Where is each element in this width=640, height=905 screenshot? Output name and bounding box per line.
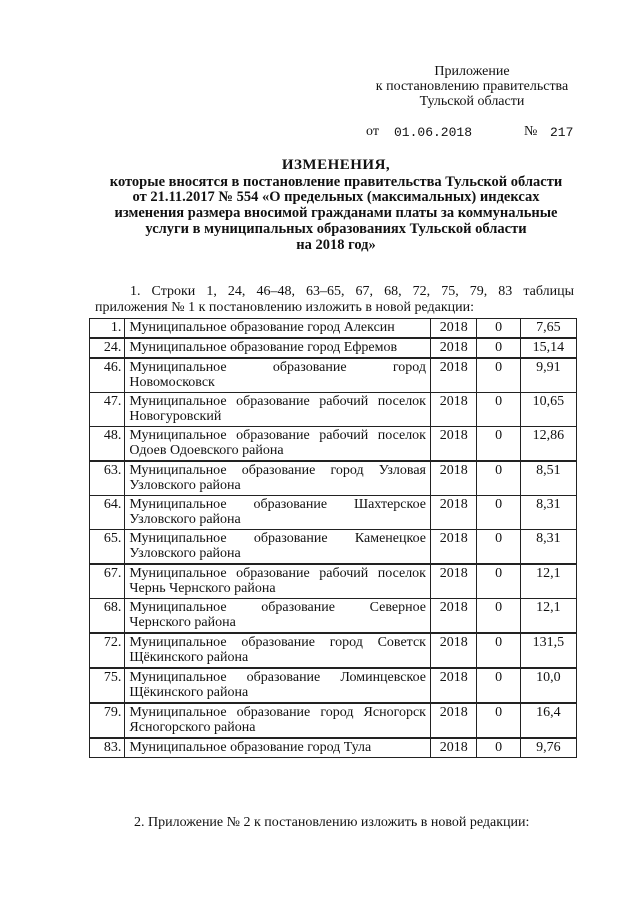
row-zero: 0 — [477, 633, 520, 668]
row-index-value: 8,31 — [520, 496, 576, 530]
table-row — [90, 358, 577, 393]
municipality-name: Муниципальное образование город Ефремов — [125, 338, 431, 358]
table-row — [90, 461, 577, 496]
municipality-name: Муниципальное образование город Новомосковск — [125, 358, 431, 393]
row-number: 64. — [90, 496, 125, 530]
table-row — [90, 427, 577, 462]
row-zero: 0 — [477, 703, 520, 738]
table-row — [90, 564, 577, 599]
paragraph-1-line-2: приложения № 1 к постановлению изложить в новой редакции: — [95, 300, 474, 315]
appendix-header — [360, 64, 584, 109]
table-row — [90, 496, 577, 530]
row-year: 2018 — [430, 393, 476, 427]
row-number: 24. — [90, 338, 125, 358]
table-row — [90, 393, 577, 427]
municipality-name: Муниципальное образование город Узловая Узловского района — [125, 461, 431, 496]
municipality-name: Муниципальное образование Ломинцевское Щёкинского района — [125, 668, 431, 703]
row-index-value: 10,65 — [520, 393, 576, 427]
municipality-name: Муниципальное образование Шахтерское Узловского района — [125, 496, 431, 530]
row-number: 68. — [90, 599, 125, 634]
row-year: 2018 — [430, 564, 476, 599]
row-year: 2018 — [430, 338, 476, 358]
table-row — [90, 530, 577, 565]
appendix-line-decree: к постановлению правительства — [375, 79, 569, 94]
municipality-name: Муниципальное образование рабочий поселок Чернь Чернского района — [125, 564, 431, 599]
table-row — [90, 319, 577, 339]
heading-line: изменения размера вносимой гражданами платы за коммунальные — [114, 205, 558, 222]
row-year: 2018 — [430, 319, 476, 339]
date-label: от — [366, 124, 379, 139]
document-number: 217 — [550, 125, 574, 140]
document-date: 01.06.2018 — [394, 125, 473, 140]
heading-line: от 21.11.2017 № 554 «О предельных (максимальных) индексах — [132, 189, 540, 206]
row-zero: 0 — [477, 564, 520, 599]
document-heading — [60, 158, 612, 253]
row-number: 48. — [90, 427, 125, 462]
heading-title: ИЗМЕНЕНИЯ, — [281, 157, 391, 173]
row-zero: 0 — [477, 427, 520, 462]
row-year: 2018 — [430, 427, 476, 462]
row-index-value: 12,1 — [520, 564, 576, 599]
table-row — [90, 703, 577, 738]
row-number: 67. — [90, 564, 125, 599]
row-index-value: 9,76 — [520, 738, 576, 758]
row-zero: 0 — [477, 393, 520, 427]
row-index-value: 8,31 — [520, 530, 576, 565]
row-number: 1. — [90, 319, 125, 339]
row-index-value: 16,4 — [520, 703, 576, 738]
heading-line: услуги в муниципальных образованиях Тульской области — [145, 220, 527, 237]
row-index-value: 9,91 — [520, 358, 576, 393]
paragraph-1-line-1: 1. Строки 1, 24, 46–48, 63–65, 67, 68, 72, 75, 79, 83 таблицы — [130, 284, 574, 299]
row-zero: 0 — [477, 338, 520, 358]
row-zero: 0 — [477, 319, 520, 339]
number-label: № — [524, 124, 538, 139]
appendix-title: Приложение — [434, 64, 510, 79]
row-index-value: 8,51 — [520, 461, 576, 496]
municipality-name: Муниципальное образование город Ясногорск Ясногорского района — [125, 703, 431, 738]
row-index-value: 10,0 — [520, 668, 576, 703]
municipality-name: Муниципальное образование рабочий поселок Одоев Одоевского района — [125, 427, 431, 462]
row-year: 2018 — [430, 530, 476, 565]
row-year: 2018 — [430, 668, 476, 703]
row-zero: 0 — [477, 530, 520, 565]
row-year: 2018 — [430, 461, 476, 496]
row-zero: 0 — [477, 358, 520, 393]
row-zero: 0 — [477, 599, 520, 634]
row-number: 83. — [90, 738, 125, 758]
heading-line: на 2018 год» — [296, 236, 376, 253]
row-number: 72. — [90, 633, 125, 668]
municipality-name: Муниципальное образование город Алексин — [125, 319, 431, 339]
row-year: 2018 — [430, 358, 476, 393]
row-index-value: 12,1 — [520, 599, 576, 634]
table-row — [90, 599, 577, 634]
row-number: 63. — [90, 461, 125, 496]
table-row — [90, 668, 577, 703]
paragraph-1 — [95, 284, 574, 316]
municipality-name: Муниципальное образование город Советск Щёкинского района — [125, 633, 431, 668]
row-number: 79. — [90, 703, 125, 738]
municipality-name: Муниципальное образование город Тула — [125, 738, 431, 758]
table-row — [90, 338, 577, 358]
row-index-value: 15,14 — [520, 338, 576, 358]
heading-line: которые вносятся в постановление правительства Тульской области — [109, 173, 563, 190]
municipality-name: Муниципальное образование Северное Чернского района — [125, 599, 431, 634]
appendix-line-region: Тульской области — [419, 94, 525, 109]
row-zero: 0 — [477, 668, 520, 703]
row-zero: 0 — [477, 461, 520, 496]
row-year: 2018 — [430, 703, 476, 738]
row-number: 46. — [90, 358, 125, 393]
row-year: 2018 — [430, 599, 476, 634]
paragraph-2: 2. Приложение № 2 к постановлению изложить в новой редакции: — [134, 815, 530, 830]
row-year: 2018 — [430, 633, 476, 668]
tariff-index-table — [89, 318, 577, 758]
row-number: 75. — [90, 668, 125, 703]
row-number: 47. — [90, 393, 125, 427]
table-row — [90, 633, 577, 668]
table-row — [90, 738, 577, 758]
row-index-value: 131,5 — [520, 633, 576, 668]
row-index-value: 12,86 — [520, 427, 576, 462]
municipality-name: Муниципальное образование Каменецкое Узловского района — [125, 530, 431, 565]
municipality-name: Муниципальное образование рабочий поселок Новогуровский — [125, 393, 431, 427]
row-year: 2018 — [430, 496, 476, 530]
row-zero: 0 — [477, 738, 520, 758]
row-number: 65. — [90, 530, 125, 565]
row-index-value: 7,65 — [520, 319, 576, 339]
row-zero: 0 — [477, 496, 520, 530]
row-year: 2018 — [430, 738, 476, 758]
